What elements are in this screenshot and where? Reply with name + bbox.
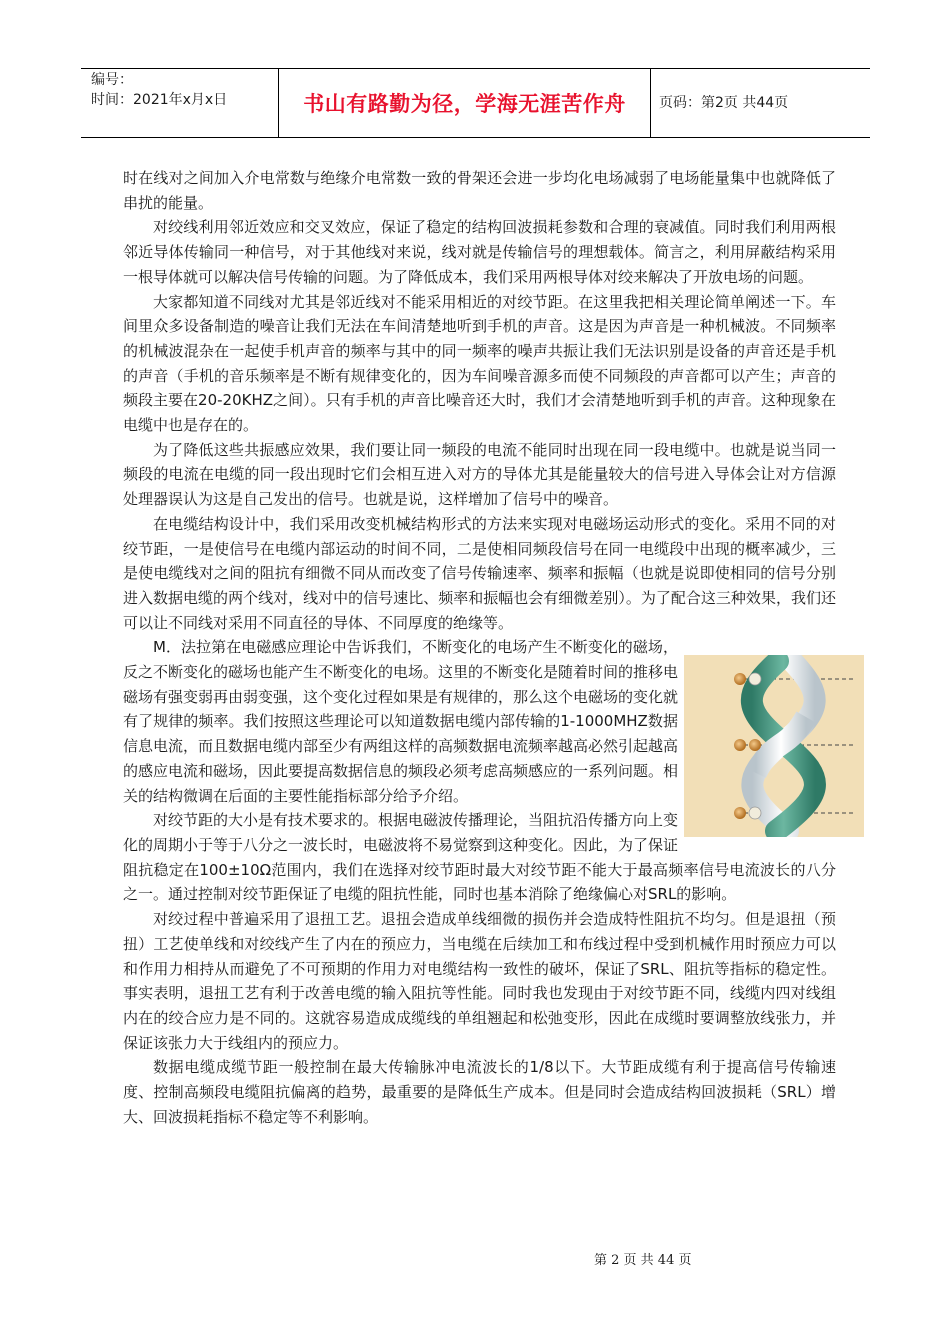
header-page-cell: [651, 69, 870, 137]
paragraph: 为了降低这些共振感应效果，我们要让同一频段的电流不能同时出现在同一段电缆中。也就是说当同一频段的电流在电缆的同一段出现时它们会相互进入对方的导体尤其是能量较大的信号进入导体会让对方信源处理器误认为这是自己发出的信号。也就是说，这样增加了信号中的噪音。: [123, 440, 836, 509]
paragraph: 对绞节距的大小是有技术要求的。根据电磁波传播理论，当阻抗沿传播方向上变化的周期小于等于八分之一波长时，电磁波将不易觉察到这种变化。因此，为了保证阻抗稳定在100±10Ω范围内，我们在选择对绞节距时最大对绞节距不能大于最高频率信号电流波长的八分之一。通过控制对绞节距保证了电缆的阻抗性能，同时也基本消除了绝缘偏心对SRL的影响。: [123, 811, 836, 904]
document-body: [123, 166, 836, 1129]
page-header: [81, 68, 870, 138]
paragraph: M．法拉第在电磁感应理论中告诉我们，不断变化的电场产生不断变化的磁场，反之不断变化的磁场也能产生不断变化的电场。这里的不断变化是随着时间的推移电磁场有强变弱再由弱变强，这个变化过程如果是有规律的，那么这个电磁场的变化就有了规律的频率。我们按照这些理论可以知道数据电缆内部传输的1-1000MHZ数据信息电流，而且数据电缆内部至少有两组这样的高频数据电流频率越高必然引起越高的感应电流和磁场，因此要提高数据信息的频段必须考虑高频感应的一系列问题。相关的结构微调在后面的主要性能指标部分给予介绍。: [123, 638, 679, 805]
paragraph: 时在线对之间加入介电常数与绝缘介电常数一致的骨架还会进一步均化电场减弱了电场能量集中也就降低了串扰的能量。: [123, 169, 836, 212]
page-footer: 第 2 页 共 44 页: [594, 1253, 692, 1268]
number-label: 编号：: [91, 72, 133, 88]
paragraph: 大家都知道不同线对尤其是邻近线对不能采用相近的对绞节距。在这里我把相关理论简单阐述一下。车间里众多设备制造的噪音让我们无法在车间清楚地听到手机的声音。这是因为声音是一种机械波。不同频率的机械波混杂在一起使手机声音的频率与其中的同一频率的噪声共振让我们无法识别是设备的声音还是手机的声音（手机的音乐频率是不断有规律变化的，因为车间噪音源多而使不同频段的声音都可以产生；声音的频段主要在20-20KHZ之间）。只有手机的声音比噪音还大时，我们才会清楚地听到手机的声音。这种现象在电缆中也是存在的。: [123, 292, 836, 435]
twisted-pair-icon: [684, 655, 864, 837]
page-number-label: 页码：第2页 共44页: [659, 95, 789, 111]
header-info-cell: [81, 69, 279, 137]
paragraph: 对绞线利用邻近效应和交叉效应，保证了稳定的结构回波损耗参数和合理的衰减值。同时我们利用两根邻近导体传输同一种信号，对于其他线对来说，线对就是传输信号的理想载体。简言之，利用屏蔽结构采用一根导体就可以解决信号传输的问题。为了降低成本，我们采用两根导体对绞来解决了开放电场的问题。: [123, 218, 836, 286]
header-motto-cell: [279, 69, 651, 137]
twisted-pair-cable-illustration: [684, 655, 864, 837]
paragraph: 数据电缆成缆节距一般控制在最大传输脉冲电流波长的1/8以下。大节距成缆有利于提高信号传输速度、控制高频段电缆阻抗偏离的趋势，最重要的是降低生产成本。但是同时会造成结构回波损耗（SRL）增大、回波损耗指标不稳定等不利影响。: [123, 1058, 836, 1126]
motto-text: 书山有路勤为径，学海无涯苦作舟: [303, 92, 626, 116]
paragraph: 对绞过程中普遍采用了退扭工艺。退扭会造成单线细微的损伤并会造成特性阻抗不均匀。但是退扭（预扭）工艺使单线和对绞线产生了内在的预应力，当电缆在后续加工和布线过程中受到机械作用时预应力可以和作用力相持从而避免了不可预期的作用力对电缆结构一致性的破坏，保证了SRL、阻抗等指标的稳定性。事实表明，退扭工艺有利于改善电缆的输入阻抗等性能。同时我也发现由于对绞节距不同，线缆内四对线组内在的绞合应力是不同的。这就容易造成成缆线的单组翘起和松弛变形，因此在成缆时要调整放线张力，并保证该张力大于线组内的预应力。: [123, 910, 836, 1052]
paragraph: 在电缆结构设计中，我们采用改变机械结构形式的方法来实现对电磁场运动形式的变化。采用不同的对绞节距，一是使信号在电缆内部运动的时间不同，二是使相同频段信号在同一电缆段中出现的概率减少，三是使电缆线对之间的阻抗有细微不同从而改变了信号传输速率、频率和振幅（也就是说即使相同的信号分别进入数据电缆的两个线对，线对中的信号速比、频率和振幅也会有细微差别）。为了配合这三种效果，我们还可以让不同线对采用不同直径的导体、不同厚度的绝缘等。: [123, 514, 836, 632]
time-label: 时间：2021年x月x日: [91, 92, 228, 108]
